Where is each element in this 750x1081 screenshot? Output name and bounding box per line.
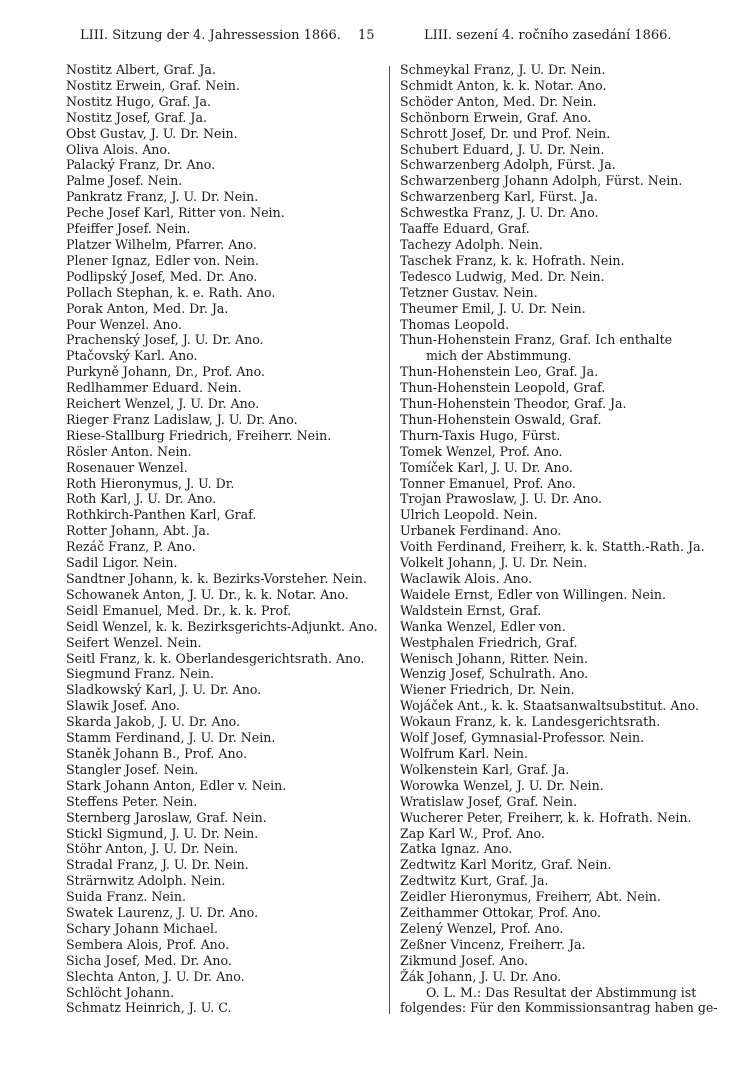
list-item: Schubert Eduard, J. U. Dr. Nein.	[400, 141, 605, 157]
page-header	[80, 28, 680, 46]
right-column	[400, 62, 718, 1016]
list-item: Schrott Josef, Dr. und Prof. Nein.	[400, 125, 611, 141]
list-item: Platzer Wilhelm, Pfarrer. Ano.	[66, 236, 257, 252]
list-item: Thomas Leopold.	[400, 316, 510, 332]
list-item: Zap Karl W., Prof. Ano.	[400, 825, 545, 841]
list-item: Stradal Franz, J. U. Dr. Nein.	[66, 857, 249, 873]
list-item: Porak Anton, Med. Dr. Ja.	[66, 300, 229, 316]
list-item: Tonner Emanuel, Prof. Ano.	[400, 475, 576, 491]
list-item: Ulrich Leopold. Nein.	[400, 507, 538, 523]
list-item: folgendes: Für den Kommissionsantrag haben ge-	[400, 1000, 718, 1016]
list-item: Wolfrum Karl. Nein.	[400, 745, 529, 761]
list-item: Riese-Stallburg Friedrich, Freiherr. Nein.	[66, 427, 332, 443]
list-item: Wolf Josef, Gymnasial-Professor. Nein.	[400, 730, 645, 746]
list-item: Roth Hieronymus, J. U. Dr.	[66, 475, 235, 491]
list-item: Wratislaw Josef, Graf. Nein.	[400, 793, 577, 809]
list-item: Waclawik Alois. Ano.	[400, 571, 533, 586]
list-item: Sternberg Jaroslaw, Graf. Nein.	[66, 809, 267, 825]
list-item: Palme Josef. Nein.	[66, 173, 183, 189]
list-item: Waidele Ernst, Edler von Willingen. Nein.	[400, 586, 666, 602]
list-item: Westphalen Friedrich, Graf.	[400, 634, 578, 650]
list-item: Rösler Anton. Nein.	[66, 443, 192, 459]
list-item: Rosenauer Wenzel.	[66, 459, 188, 475]
list-item: Theumer Emil, J. U. Dr. Nein.	[400, 300, 586, 316]
list-item: Zeidler Hieronymus, Freiherr, Abt. Nein.	[400, 889, 661, 905]
list-item: Stamm Ferdinand, J. U. Dr. Nein.	[66, 730, 276, 746]
list-item: Thun-Hohenstein Oswald, Graf.	[400, 411, 602, 427]
list-item: Stark Johann Anton, Edler v. Nein.	[66, 777, 287, 793]
list-item: Sladkowský Karl, J. U. Dr. Ano.	[66, 682, 262, 698]
list-item: Sandtner Johann, k. k. Bezirks-Vorsteher. Nein.	[66, 571, 367, 586]
list-item: Reichert Wenzel, J. U. Dr. Ano.	[66, 396, 260, 412]
list-item: Thun-Hohenstein Franz, Graf. Ich enthalte	[400, 332, 673, 348]
list-item: Strärnwitz Adolph. Nein.	[66, 873, 226, 889]
list-item: Prachenský Josef, J. U. Dr. Ano.	[66, 332, 264, 348]
list-item: Volkelt Johann, J. U. Dr. Nein.	[400, 555, 588, 571]
list-item: O. L. M.: Das Resultat der Abstimmung ist	[426, 984, 697, 1000]
list-item: Swatek Laurenz, J. U. Dr. Ano.	[66, 905, 259, 921]
list-item: Schmidt Anton, k. k. Notar. Ano.	[400, 77, 607, 93]
list-item: Roth Karl, J. U. Dr. Ano.	[66, 491, 217, 507]
list-item: Waldstein Ernst, Graf.	[400, 602, 542, 618]
list-item: Skarda Jakob, J. U. Dr. Ano.	[66, 714, 241, 730]
list-item: Schlöcht Johann.	[66, 984, 175, 1000]
list-item: Seifert Wenzel. Nein.	[66, 634, 202, 650]
list-item: Nostitz Josef, Graf. Ja.	[66, 109, 207, 125]
list-item: Žák Johann, J. U. Dr. Ano.	[400, 968, 562, 984]
list-item: Schowanek Anton, J. U. Dr., k. k. Notar. Ano.	[66, 586, 349, 602]
list-item: Sembera Alois, Prof. Ano.	[66, 936, 230, 952]
list-item: Tachezy Adolph. Nein.	[400, 236, 543, 252]
header-german: LIII. Sitzung der 4. Jahressession 1866.	[80, 28, 341, 43]
list-item: Taschek Franz, k. k. Hofrath. Nein.	[400, 252, 625, 268]
list-item: Zeßner Vincenz, Freiherr. Ja.	[400, 936, 586, 952]
list-item: Schöder Anton, Med. Dr. Nein.	[400, 93, 597, 109]
list-item: Suida Franz. Nein.	[66, 889, 186, 905]
list-item: Tetzner Gustav. Nein.	[400, 284, 538, 300]
list-item: Nostitz Albert, Graf. Ja.	[66, 62, 216, 77]
list-item: Rotter Johann, Abt. Ja.	[66, 523, 210, 539]
list-item: Rieger Franz Ladislaw, J. U. Dr. Ano.	[66, 411, 298, 427]
list-item: Wolkenstein Karl, Graf. Ja.	[400, 761, 570, 777]
list-item: Sadil Ligor. Nein.	[66, 555, 178, 571]
list-item: mich der Abstimmung.	[426, 348, 572, 364]
list-item: Schmeykal Franz, J. U. Dr. Nein.	[400, 62, 606, 77]
list-item: Podlipský Josef, Med. Dr. Ano.	[66, 268, 258, 284]
list-item: Ptačovský Karl. Ano.	[66, 348, 198, 364]
list-item: Peche Josef Karl, Ritter von. Nein.	[66, 205, 285, 221]
list-item: Stangler Josef. Nein.	[66, 761, 199, 777]
list-item: Trojan Prawoslaw, J. U. Dr. Ano.	[400, 491, 603, 507]
list-item: Pollach Stephan, k. e. Rath. Ano.	[66, 284, 276, 300]
list-item: Oliva Alois. Ano.	[66, 141, 171, 157]
list-item: Zikmund Josef. Ano.	[400, 952, 528, 968]
left-column	[66, 62, 376, 1016]
list-item: Slawik Josef. Ano.	[66, 698, 180, 714]
list-item: Nostitz Erwein, Graf. Nein.	[66, 77, 240, 93]
list-item: Staněk Johann B., Prof. Ano.	[66, 745, 247, 761]
list-item: Thun-Hohenstein Theodor, Graf. Ja.	[400, 396, 627, 412]
list-item: Tomíček Karl, J. U. Dr. Ano.	[400, 459, 573, 475]
list-item: Stöhr Anton, J. U. Dr. Nein.	[66, 841, 239, 857]
page-number: 15	[358, 28, 375, 43]
list-item: Obst Gustav, J. U. Dr. Nein.	[66, 125, 238, 141]
list-item: Wenzig Josef, Schulrath. Ano.	[400, 666, 589, 682]
list-item: Zatka Ignaz. Ano.	[400, 841, 513, 857]
list-item: Urbanek Ferdinand. Ano.	[400, 523, 562, 539]
list-item: Thurn-Taxis Hugo, Fürst.	[400, 427, 561, 443]
list-item: Purkyně Johann, Dr., Prof. Ano.	[66, 364, 266, 380]
list-item: Tomek Wenzel, Prof. Ano.	[400, 443, 563, 459]
list-item: Thun-Hohenstein Leopold, Graf.	[400, 380, 606, 396]
list-item: Voith Ferdinand, Freiherr, k. k. Statth.-Rath. Ja.	[400, 539, 705, 555]
list-item: Plener Ignaz, Edler von. Nein.	[66, 252, 260, 268]
list-item: Zelený Wenzel, Prof. Ano.	[400, 920, 564, 936]
list-item: Seidl Wenzel, k. k. Bezirksgerichts-Adjunkt. Ano.	[66, 618, 378, 634]
list-item: Siegmund Franz. Nein.	[66, 666, 215, 682]
list-item: Schwarzenberg Adolph, Fürst. Ja.	[400, 157, 616, 173]
list-item: Schwarzenberg Johann Adolph, Fürst. Nein.	[400, 173, 683, 189]
list-item: Pour Wenzel. Ano.	[66, 316, 182, 332]
list-item: Wenisch Johann, Ritter. Nein.	[400, 650, 588, 666]
list-item: Wiener Friedrich, Dr. Nein.	[400, 682, 575, 698]
list-item: Worowka Wenzel, J. U. Dr. Nein.	[400, 777, 604, 793]
list-item: Wokaun Franz, k. k. Landesgerichtsrath.	[400, 714, 661, 730]
list-item: Pankratz Franz, J. U. Dr. Nein.	[66, 189, 259, 205]
list-item: Taaffe Eduard, Graf.	[400, 221, 530, 237]
list-item: Schmatz Heinrich, J. U. C.	[66, 1000, 232, 1016]
list-item: Zedtwitz Karl Moritz, Graf. Nein.	[400, 857, 612, 873]
list-item: Steffens Peter. Nein.	[66, 793, 198, 809]
list-item: Zeithammer Ottokar, Prof. Ano.	[400, 905, 601, 921]
list-item: Wanka Wenzel, Edler von.	[400, 618, 566, 634]
list-item: Rezáč Franz, P. Ano.	[66, 539, 196, 555]
list-item: Stickl Sigmund, J. U. Dr. Nein.	[66, 825, 259, 841]
list-item: Schönborn Erwein, Graf. Ano.	[400, 109, 592, 125]
list-item: Schary Johann Michael.	[66, 920, 218, 936]
list-item: Zedtwitz Kurt, Graf. Ja.	[400, 873, 549, 889]
list-item: Rothkirch-Panthen Karl, Graf.	[66, 507, 257, 523]
list-item: Wojáček Ant., k. k. Staatsanwaltsubstitut. Ano.	[400, 698, 699, 714]
list-item: Nostitz Hugo, Graf. Ja.	[66, 93, 211, 109]
list-item: Seitl Franz, k. k. Oberlandesgerichtsrath. Ano.	[66, 650, 365, 666]
list-item: Redlhammer Eduard. Nein.	[66, 380, 242, 396]
list-item: Pfeiffer Josef. Nein.	[66, 221, 191, 237]
list-item: Thun-Hohenstein Leo, Graf. Ja.	[400, 364, 599, 380]
list-item: Slechta Anton, J. U. Dr. Ano.	[66, 968, 245, 984]
list-item: Schwarzenberg Karl, Fürst. Ja.	[400, 189, 598, 205]
list-item: Palacký Franz, Dr. Ano.	[66, 157, 216, 173]
list-item: Wucherer Peter, Freiherr, k. k. Hofrath. Nein.	[400, 809, 692, 825]
list-item: Seidl Emanuel, Med. Dr., k. k. Prof.	[66, 602, 292, 618]
list-item: Sicha Josef, Med. Dr. Ano.	[66, 952, 232, 968]
header-czech: LIII. sezení 4. ročního zasedání 1866.	[424, 28, 672, 43]
list-item: Schwestka Franz, J. U. Dr. Ano.	[400, 205, 599, 221]
list-item: Tedesco Ludwig, Med. Dr. Nein.	[400, 268, 605, 284]
column-divider	[389, 66, 390, 1014]
